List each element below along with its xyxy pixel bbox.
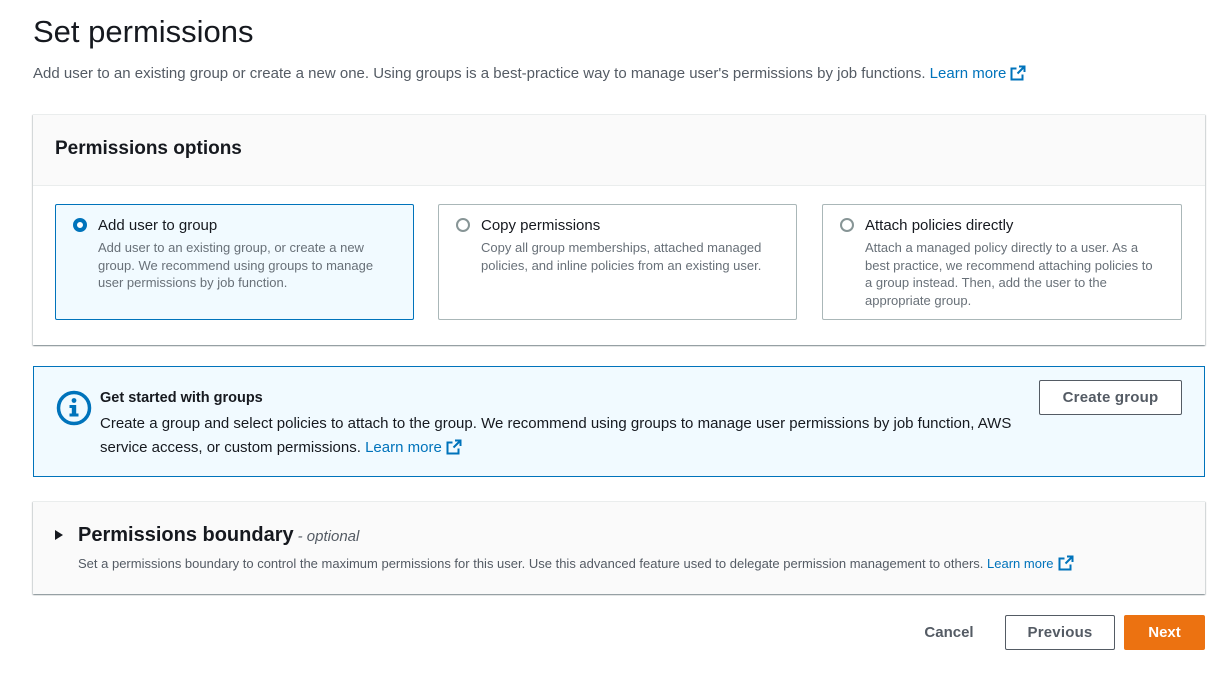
option-description: Copy all group memberships, attached managed policies, and inline policies from an existing user. (481, 240, 762, 273)
info-learn-more-link[interactable] (365, 439, 462, 456)
option-description: Attach a managed policy directly to a user. As a best practice, we recommend attaching policies to a group instead. Then, add the user to the appropriate group. (865, 240, 1153, 308)
external-link-icon (446, 439, 462, 455)
boundary-learn-more-link[interactable] (987, 556, 1073, 571)
learn-more-link[interactable] (930, 65, 1027, 82)
caret-right-icon[interactable] (55, 530, 63, 540)
external-link-icon (1058, 555, 1074, 571)
radio-attach-policies-directly[interactable] (840, 218, 854, 232)
option-label: Add user to group (98, 217, 218, 234)
create-group-button[interactable]: Create group (1039, 380, 1182, 415)
previous-button[interactable]: Previous (1005, 615, 1115, 650)
option-copy-permissions[interactable] (438, 204, 797, 320)
permissions-boundary-title[interactable] (78, 524, 359, 547)
optional-label: - optional (297, 528, 360, 545)
permissions-boundary-panel[interactable] (33, 501, 1205, 594)
page-title: Set permissions (33, 14, 254, 49)
learn-more-label: Learn more (929, 65, 1007, 82)
external-link-icon (1010, 65, 1026, 81)
boundary-title-text: Permissions boundary (78, 524, 294, 546)
permissions-boundary-description (78, 555, 1074, 571)
radio-copy-permissions[interactable] (456, 218, 470, 232)
info-learn-more-label: Learn more (365, 439, 442, 456)
radio-add-user-to-group[interactable] (73, 218, 87, 232)
option-description: Add user to an existing group, or create a new group. We recommend using groups to manage user permissions by job function. (98, 240, 374, 290)
info-title: Get started with groups (100, 390, 263, 406)
page-description (33, 65, 1026, 82)
option-add-user-to-group[interactable] (55, 204, 414, 320)
info-icon (56, 390, 92, 426)
page-description-text: Add user to an existing group or create a new one. Using groups is a best-practice way to manage user's permissions by job functions. (33, 65, 926, 82)
option-label: Copy permissions (481, 217, 601, 234)
info-text (100, 412, 1030, 460)
next-button[interactable]: Next (1124, 615, 1205, 650)
option-attach-policies-directly[interactable] (822, 204, 1182, 320)
info-text-body: Create a group and select policies to attach to the group. We recommend using groups to manage user permissions by job function, AWS service access, or custom permissions. (100, 415, 1012, 456)
permissions-options-header (33, 115, 1205, 186)
permissions-options-panel (33, 114, 1205, 345)
permissions-options-title: Permissions options (55, 138, 242, 159)
info-alert-get-started-with-groups (33, 366, 1205, 477)
cancel-button[interactable]: Cancel (906, 615, 992, 650)
option-label: Attach policies directly (865, 217, 1014, 234)
boundary-learn-more-label: Learn more (987, 556, 1054, 571)
boundary-description-text: Set a permissions boundary to control the maximum permissions for this user. Use this advanced feature used to delegate permission management to others. (78, 556, 984, 571)
